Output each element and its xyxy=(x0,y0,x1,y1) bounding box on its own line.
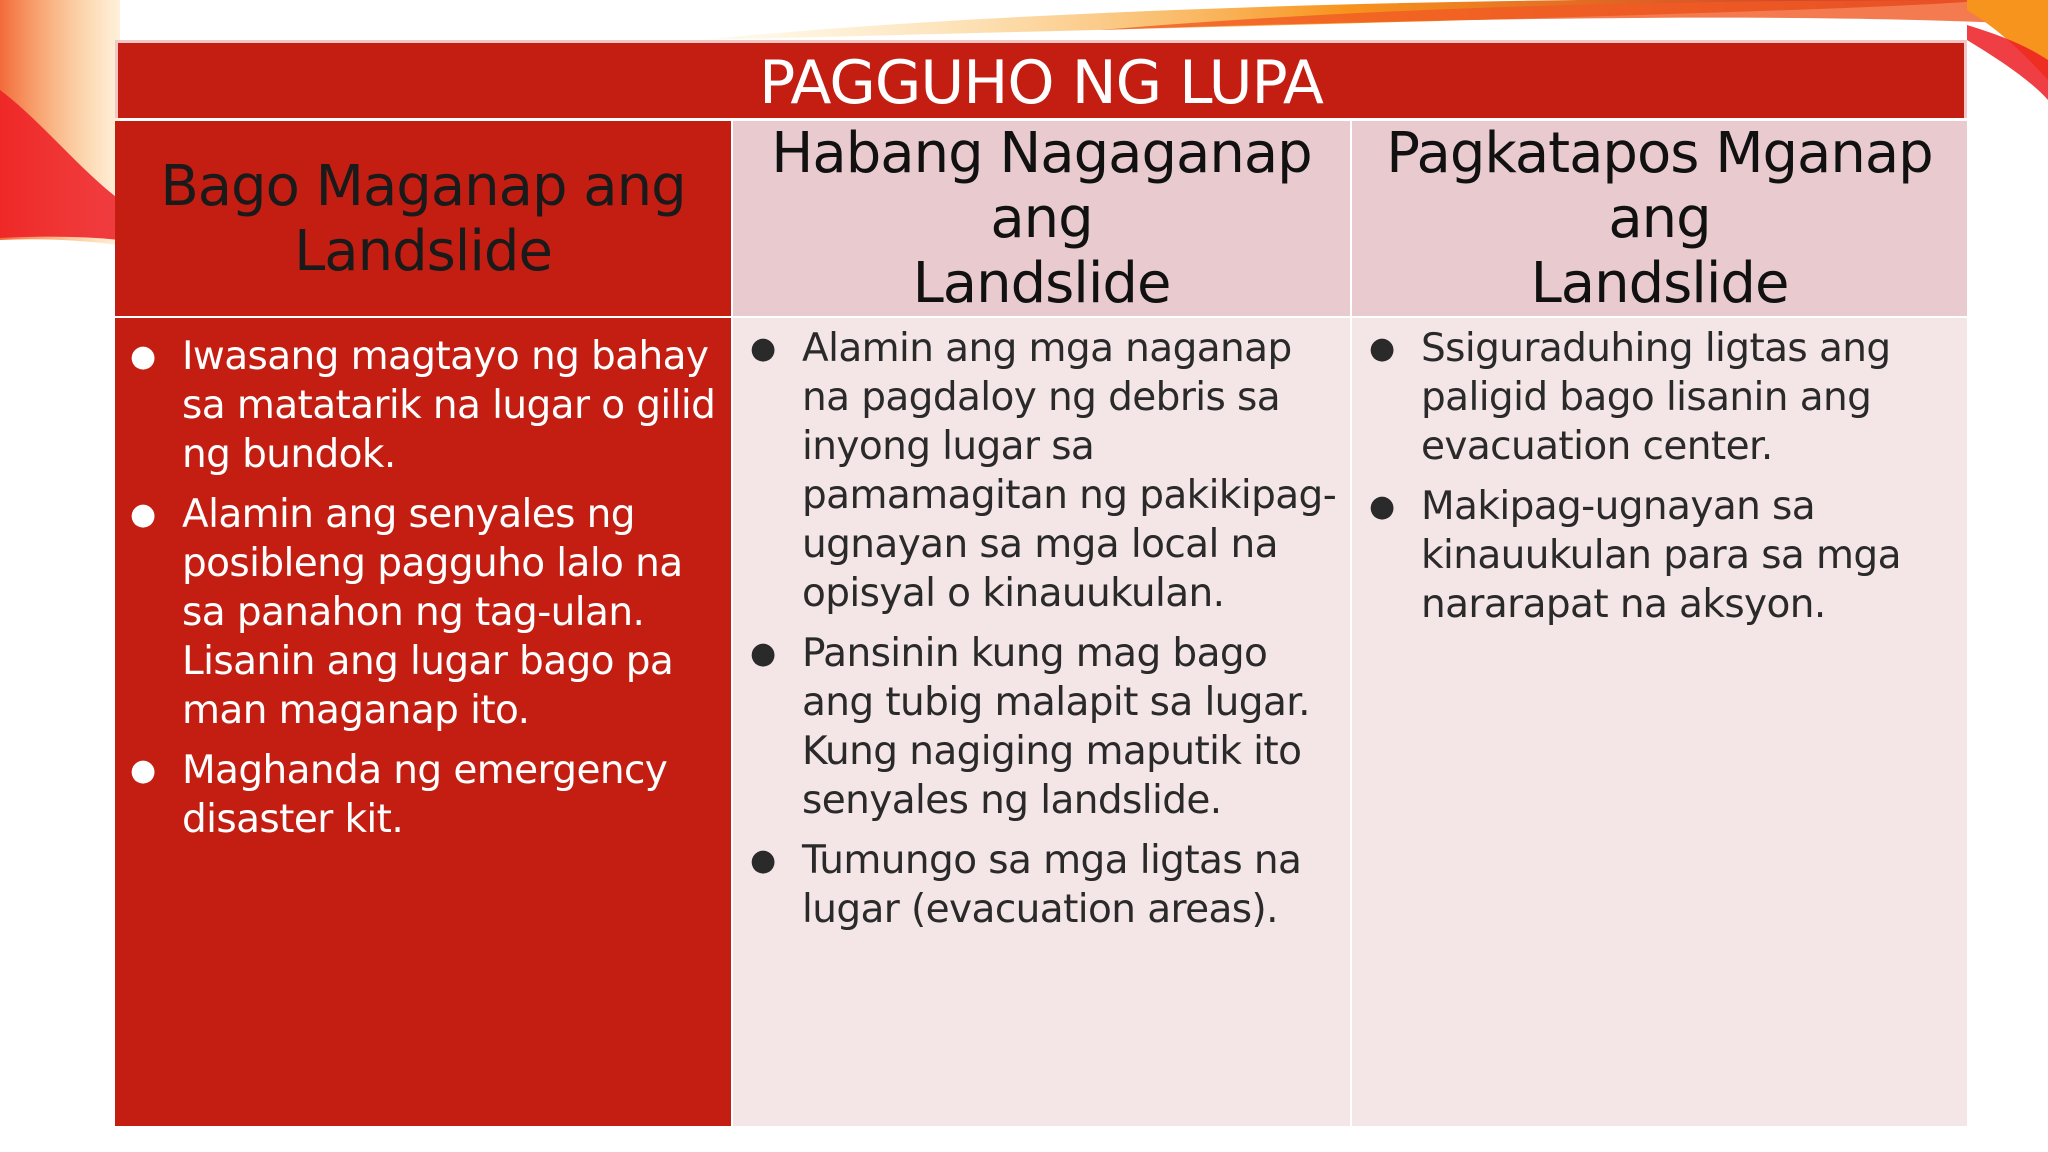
bullet-icon: ● xyxy=(130,753,156,788)
bullet-icon: ● xyxy=(1369,489,1395,524)
list-item-text: Alamin ang mga naganap na pagdaloy ng debris sa inyong lugar sa pamamagitan ng pakikipag-ugnayan sa mga local na opisyal o kinauukulan. xyxy=(802,326,1337,616)
header-row xyxy=(115,121,1967,316)
bullet-icon: ● xyxy=(750,636,776,671)
list-item-text: Iwasang magtayo ng bahay sa matatarik na lugar o gilid ng bundok. xyxy=(182,334,716,477)
list-item-text: Maghanda ng emergency disaster kit. xyxy=(182,748,668,842)
landslide-table xyxy=(115,40,1967,1126)
list-item-text: Alamin ang senyales ng posibleng pagguho lalo na sa panahon ng tag-ulan. Lisanin ang lugar bago pa man maganap ito. xyxy=(182,492,683,733)
header-after xyxy=(1352,121,1967,316)
header-after-line1: Pagkatapos Mganap ang xyxy=(1386,121,1933,251)
header-during-line2: Landslide xyxy=(912,251,1171,316)
column-after-body xyxy=(1352,318,1967,1126)
list-item xyxy=(130,746,717,844)
header-during xyxy=(733,121,1350,316)
after-list xyxy=(1352,318,1967,629)
list-item xyxy=(750,836,1340,934)
list-item xyxy=(750,629,1340,825)
header-before-line2: Landslide xyxy=(294,218,552,284)
column-during-body xyxy=(733,318,1350,1126)
title-bar xyxy=(115,40,1967,118)
list-item-text: Makipag-ugnayan sa kinauukulan para sa mga nararapat na aksyon. xyxy=(1421,484,1901,627)
list-item-text: Pansinin kung mag bago ang tubig malapit sa lugar. Kung nagiging maputik ito senyales ng landslide. xyxy=(802,631,1310,823)
list-item xyxy=(750,324,1340,618)
before-list xyxy=(115,318,731,844)
list-item xyxy=(130,490,717,735)
bullet-icon: ● xyxy=(130,339,156,374)
bullet-icon: ● xyxy=(130,497,156,532)
list-item xyxy=(1369,482,1957,629)
header-before-line1: Bago Maganap ang xyxy=(160,153,686,219)
bullet-icon: ● xyxy=(750,843,776,878)
header-before xyxy=(115,121,731,316)
list-item-text: Ssiguraduhing ligtas ang paligid bago lisanin ang evacuation center. xyxy=(1421,326,1891,469)
page-title: PAGGUHO NG LUPA xyxy=(759,47,1323,118)
list-item-text: Tumungo sa mga ligtas na lugar (evacuation areas). xyxy=(802,838,1302,932)
body-row xyxy=(115,318,1967,1126)
during-list xyxy=(733,318,1350,934)
header-during-line1: Habang Nagaganap ang xyxy=(771,121,1312,251)
list-item xyxy=(130,332,717,479)
column-before-body xyxy=(115,318,731,1126)
bullet-icon: ● xyxy=(750,331,776,366)
header-after-line2: Landslide xyxy=(1530,251,1789,316)
list-item xyxy=(1369,324,1957,471)
bullet-icon: ● xyxy=(1369,331,1395,366)
